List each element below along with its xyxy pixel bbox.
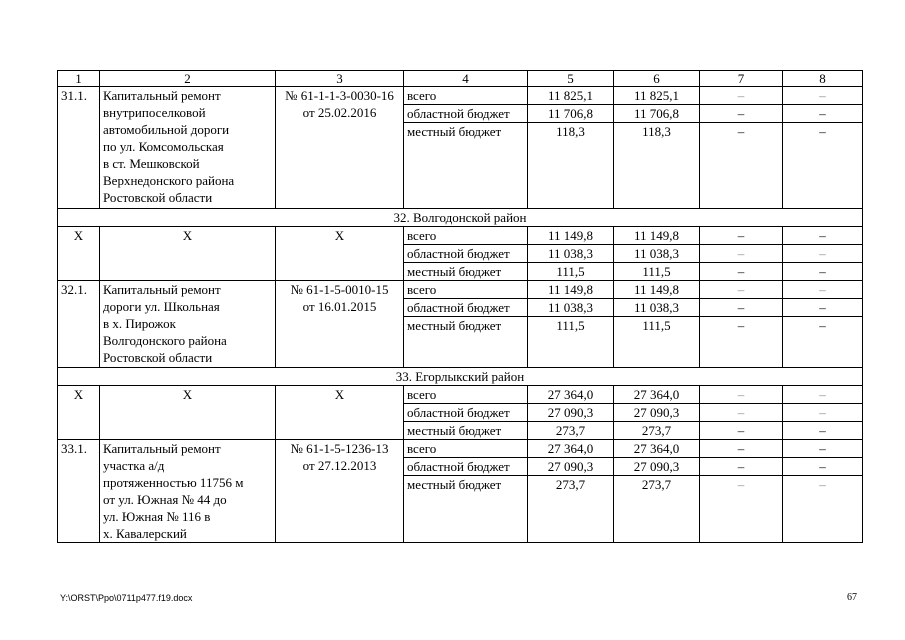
value-col8: –	[783, 245, 863, 263]
value-col6: 11 706,8	[614, 105, 700, 123]
description-line: Волгодонского района	[103, 333, 227, 348]
page-number: 67	[847, 592, 857, 603]
value-col8: –	[783, 317, 863, 368]
budget-label: всего	[404, 87, 528, 105]
value-col6: 11 038,3	[614, 299, 700, 317]
header-cell: 1	[58, 71, 100, 87]
value-col8: –	[783, 440, 863, 458]
value-col8: –	[783, 227, 863, 245]
budget-label: областной бюджет	[404, 245, 528, 263]
description-line: Ростовской области	[103, 190, 213, 205]
value-col8: –	[783, 422, 863, 440]
value-col7: –	[700, 440, 783, 458]
value-col6: 27 090,3	[614, 404, 700, 422]
value-col8: –	[783, 123, 863, 209]
row-number: 33.1.	[58, 440, 100, 543]
description-line: от ул. Южная № 44 до	[103, 492, 227, 507]
document-line: № 61-1-1-3-0030-16	[285, 88, 394, 103]
description-line: Верхнедонского района	[103, 173, 235, 188]
budget-label: областной бюджет	[404, 404, 528, 422]
header-cell: 4	[404, 71, 528, 87]
budget-label: областной бюджет	[404, 299, 528, 317]
description-line: в х. Пирожок	[103, 316, 176, 331]
value-col7: –	[700, 404, 783, 422]
value-col7: –	[700, 227, 783, 245]
value-col5: 273,7	[528, 476, 614, 543]
value-col6: 11 825,1	[614, 87, 700, 105]
value-col7: –	[700, 281, 783, 299]
value-col6: 111,5	[614, 317, 700, 368]
value-col5: 273,7	[528, 422, 614, 440]
value-col8: –	[783, 404, 863, 422]
budget-label: местный бюджет	[404, 263, 528, 281]
total-marker: X	[276, 386, 404, 440]
table-row	[58, 227, 863, 245]
description-line: по ул. Комсомольская	[103, 139, 224, 154]
value-col6: 273,7	[614, 422, 700, 440]
value-col5: 11 149,8	[528, 227, 614, 245]
value-col7: –	[700, 245, 783, 263]
value-col7: –	[700, 476, 783, 543]
total-marker: X	[100, 227, 276, 281]
value-col5: 27 090,3	[528, 458, 614, 476]
description-line: протяженностью 11756 м	[103, 475, 244, 490]
description-line: дороги ул. Школьная	[103, 299, 220, 314]
budget-label: областной бюджет	[404, 105, 528, 123]
description-line: Капитальный ремонт	[103, 88, 221, 103]
value-col5: 27 364,0	[528, 386, 614, 404]
table-row	[58, 386, 863, 404]
budget-label: местный бюджет	[404, 476, 528, 543]
value-col6: 11 038,3	[614, 245, 700, 263]
budget-label: всего	[404, 386, 528, 404]
budget-label: всего	[404, 281, 528, 299]
value-col6: 11 149,8	[614, 281, 700, 299]
value-col7: –	[700, 422, 783, 440]
document-line: № 61-1-5-0010-15	[290, 282, 389, 297]
budget-label: всего	[404, 440, 528, 458]
value-col7: –	[700, 105, 783, 123]
value-col7: –	[700, 458, 783, 476]
total-marker: X	[58, 227, 100, 281]
budget-label: всего	[404, 227, 528, 245]
value-col8: –	[783, 458, 863, 476]
description-line: ул. Южная № 116 в	[103, 509, 211, 524]
value-col7: –	[700, 123, 783, 209]
row-number: 32.1.	[58, 281, 100, 368]
header-cell: 7	[700, 71, 783, 87]
header-cell: 5	[528, 71, 614, 87]
value-col6: 111,5	[614, 263, 700, 281]
object-description	[100, 281, 276, 368]
description-line: Ростовской области	[103, 350, 213, 365]
value-col8: –	[783, 281, 863, 299]
header-row	[58, 71, 863, 87]
value-col5: 111,5	[528, 263, 614, 281]
budget-label: местный бюджет	[404, 422, 528, 440]
document-number	[276, 87, 404, 209]
value-col6: 118,3	[614, 123, 700, 209]
value-col7: –	[700, 299, 783, 317]
value-col7: –	[700, 386, 783, 404]
description-line: х. Кавалерский	[103, 526, 187, 541]
document-line: № 61-1-5-1236-13	[290, 441, 389, 456]
object-description	[100, 87, 276, 209]
value-col5: 11 038,3	[528, 299, 614, 317]
total-marker: X	[58, 386, 100, 440]
value-col5: 11 706,8	[528, 105, 614, 123]
value-col5: 11 149,8	[528, 281, 614, 299]
section-title-row	[58, 368, 863, 386]
value-col8: –	[783, 87, 863, 105]
value-col8: –	[783, 105, 863, 123]
description-line: Капитальный ремонт	[103, 282, 221, 297]
value-col7: –	[700, 87, 783, 105]
value-col5: 27 364,0	[528, 440, 614, 458]
document-line: от 16.01.2015	[302, 299, 377, 314]
budget-table	[57, 70, 863, 543]
value-col6: 273,7	[614, 476, 700, 543]
section-title: 32. Волгодонской район	[58, 209, 863, 227]
document-number	[276, 440, 404, 543]
header-cell: 6	[614, 71, 700, 87]
total-marker: X	[100, 386, 276, 440]
value-col7: –	[700, 263, 783, 281]
description-line: внутрипоселковой	[103, 105, 206, 120]
value-col7: –	[700, 317, 783, 368]
object-description	[100, 440, 276, 543]
value-col6: 11 149,8	[614, 227, 700, 245]
document-number	[276, 281, 404, 368]
value-col6: 27 364,0	[614, 440, 700, 458]
value-col5: 118,3	[528, 123, 614, 209]
value-col8: –	[783, 299, 863, 317]
value-col5: 11 825,1	[528, 87, 614, 105]
table-row	[58, 440, 863, 458]
header-cell: 2	[100, 71, 276, 87]
value-col5: 111,5	[528, 317, 614, 368]
header-cell: 3	[276, 71, 404, 87]
section-title: 33. Егорлыкский район	[58, 368, 863, 386]
budget-label: местный бюджет	[404, 317, 528, 368]
budget-label: местный бюджет	[404, 123, 528, 209]
value-col5: 27 090,3	[528, 404, 614, 422]
total-marker: X	[276, 227, 404, 281]
description-line: в ст. Мешковской	[103, 156, 200, 171]
file-path: Y:\ORST\Ppo\0711p477.f19.docx	[60, 593, 193, 603]
document-line: от 27.12.2013	[302, 458, 377, 473]
value-col8: –	[783, 476, 863, 543]
row-number: 31.1.	[58, 87, 100, 209]
header-cell: 8	[783, 71, 863, 87]
value-col8: –	[783, 263, 863, 281]
value-col6: 27 090,3	[614, 458, 700, 476]
value-col6: 27 364,0	[614, 386, 700, 404]
value-col8: –	[783, 386, 863, 404]
description-line: автомобильной дороги	[103, 122, 230, 137]
value-col5: 11 038,3	[528, 245, 614, 263]
section-title-row	[58, 209, 863, 227]
description-line: участка а/д	[103, 458, 165, 473]
document-line: от 25.02.2016	[302, 105, 377, 120]
description-line: Капитальный ремонт	[103, 441, 221, 456]
table-row	[58, 281, 863, 299]
table-row	[58, 87, 863, 105]
budget-label: областной бюджет	[404, 458, 528, 476]
